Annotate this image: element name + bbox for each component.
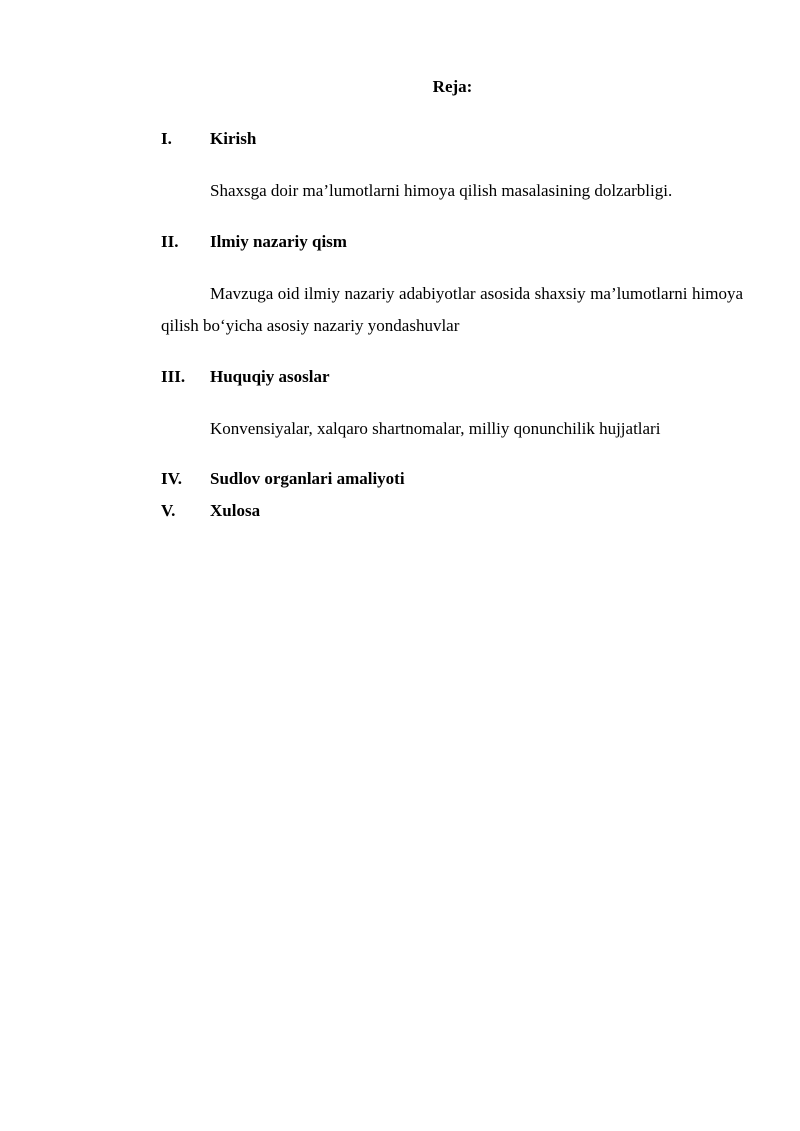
section-heading-1 bbox=[161, 128, 256, 150]
section-paragraph-2: Mavzuga oid ilmiy nazariy adabiyotlar asosida shaxsiy ma’lumotlarni himoya qilish bo‘yicha asosiy nazariy yondashuvlar bbox=[161, 284, 743, 335]
section-title: Huquqiy asoslar bbox=[210, 367, 330, 386]
section-number: III. bbox=[161, 367, 186, 386]
section-title: Xulosa bbox=[210, 501, 261, 520]
section-heading-2 bbox=[161, 231, 347, 253]
section-number: II. bbox=[161, 232, 179, 251]
section-heading-4 bbox=[161, 468, 405, 490]
section-number: IV. bbox=[161, 469, 182, 488]
section-title: Ilmiy nazariy qism bbox=[210, 232, 347, 251]
section-number: V. bbox=[161, 501, 176, 520]
section-paragraph-3: Konvensiyalar, xalqaro shartnomalar, milliy qonunchilik hujjatlari bbox=[210, 419, 661, 438]
section-heading-3 bbox=[161, 366, 330, 388]
section-heading-5 bbox=[161, 500, 260, 522]
section-paragraph-1: Shaxsga doir ma’lumotlarni himoya qilish masalasining dolzarbligi. bbox=[210, 181, 673, 200]
section-title: Sudlov organlari amaliyoti bbox=[210, 469, 405, 488]
section-title: Kirish bbox=[210, 129, 257, 148]
section-number: I. bbox=[161, 129, 172, 148]
page-title: Reja: bbox=[432, 77, 473, 96]
